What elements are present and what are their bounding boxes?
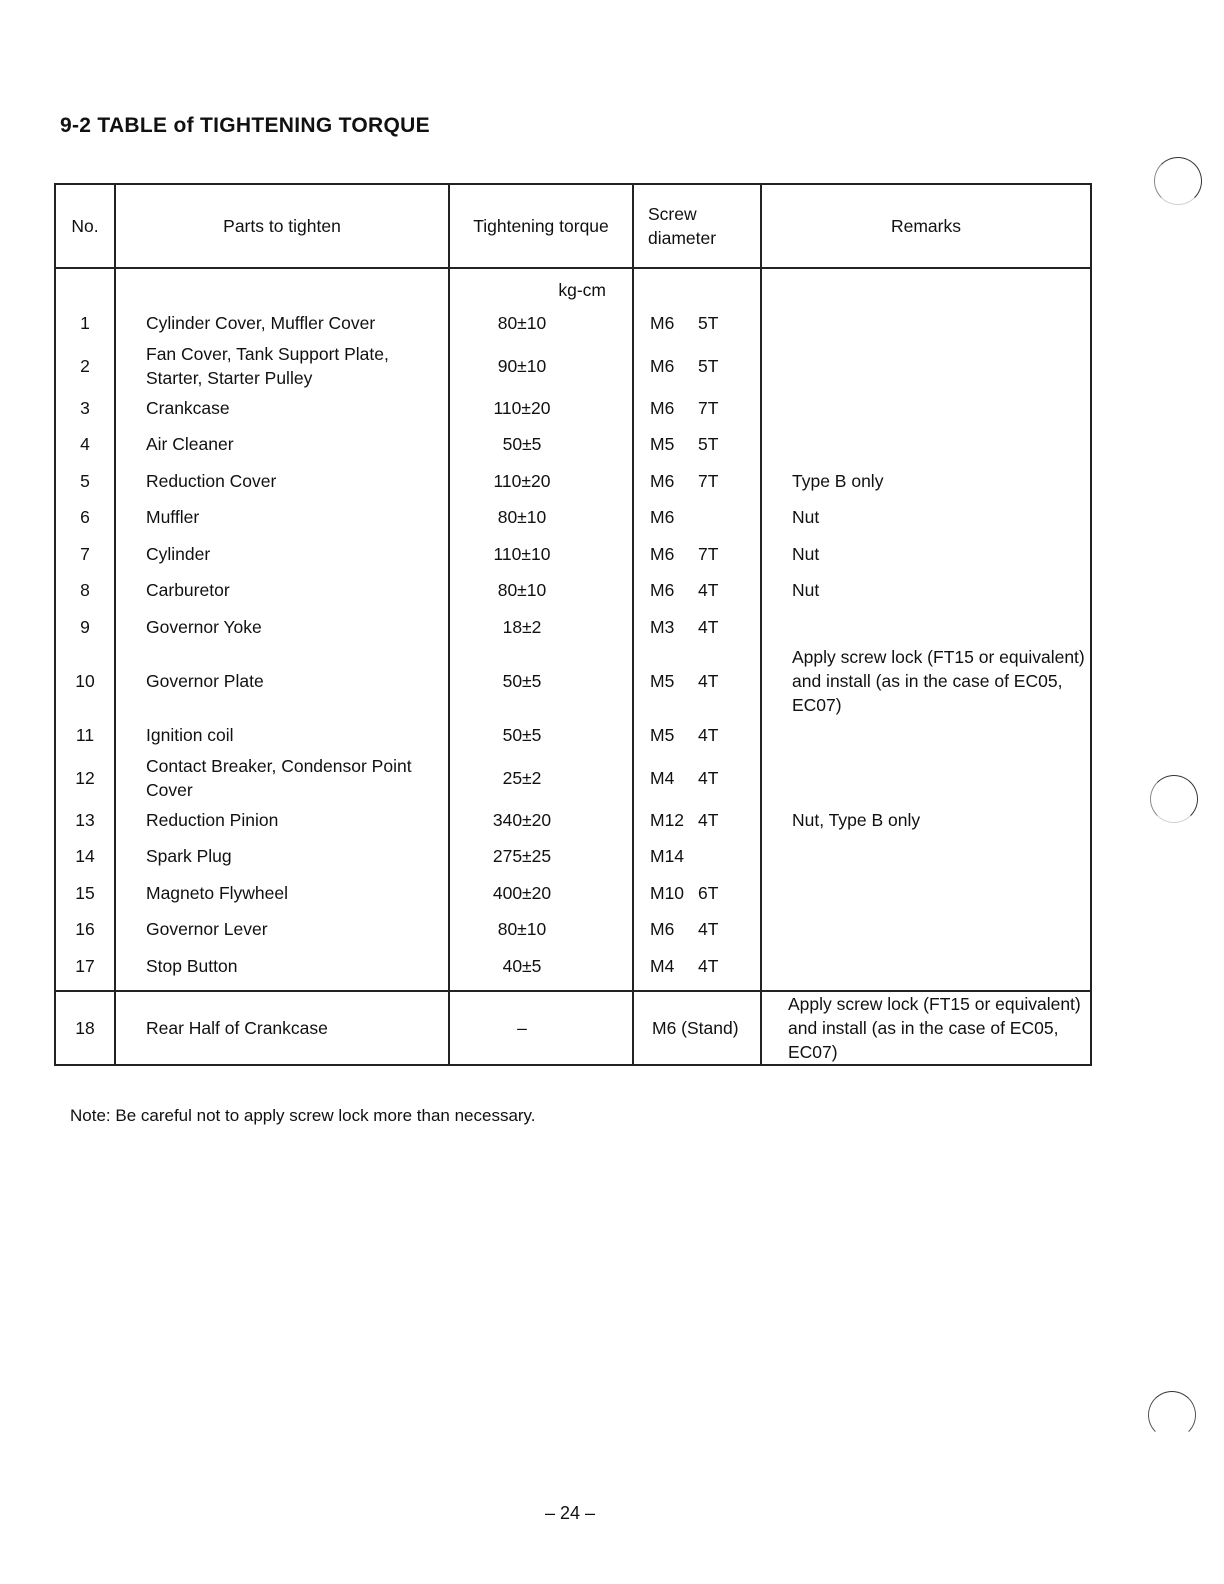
row-screw [633, 463, 761, 500]
row-screw-size: M6 [650, 397, 675, 418]
header-remarks: Remarks [761, 184, 1091, 268]
row-remarks [761, 305, 1091, 342]
row-screw-class: 4T [698, 580, 719, 601]
row-no: 13 [55, 802, 115, 839]
row-screw [633, 342, 761, 390]
table-row [55, 342, 1091, 390]
row-screw [633, 717, 761, 754]
row-screw [633, 754, 761, 802]
row-remarks [761, 426, 1091, 463]
row-screw [633, 499, 761, 536]
row-torque-value: 340±20 [492, 809, 552, 830]
row-part: Governor Lever [115, 911, 449, 948]
row-part: Contact Breaker, Condensor Point Cover [115, 754, 449, 802]
table-row [55, 948, 1091, 992]
row-no: 16 [55, 911, 115, 948]
header-screw-diameter: Screw diameter [633, 184, 761, 268]
row-torque [449, 609, 633, 646]
row-torque [449, 390, 633, 427]
unit-row-no [55, 268, 115, 305]
row-screw-size: M4 [650, 955, 675, 976]
row-torque-value: 50±5 [502, 725, 542, 746]
row-screw-size: M5 [650, 671, 675, 691]
header-torque: Tightening torque [449, 184, 633, 268]
row-remarks [761, 342, 1091, 390]
row-remarks [761, 948, 1091, 992]
row-torque [449, 717, 633, 754]
table-row [55, 463, 1091, 500]
row-remarks [761, 911, 1091, 948]
row-part: Muffler [115, 499, 449, 536]
row-remarks: Nut [761, 536, 1091, 573]
row-screw-size: M4 [650, 767, 675, 788]
row-part: Ignition coil [115, 717, 449, 754]
row-torque-value: 110±20 [493, 397, 551, 418]
row-remarks [761, 390, 1091, 427]
table-row-18 [55, 991, 1091, 1065]
table-row [55, 536, 1091, 573]
row-no: 1 [55, 305, 115, 342]
row-no: 2 [55, 342, 115, 390]
table-row [55, 426, 1091, 463]
table-row [55, 802, 1091, 839]
row-screw-class: 7T [698, 543, 719, 564]
row-screw-class: 4T [698, 919, 719, 940]
row-torque [449, 463, 633, 500]
table-row [55, 911, 1091, 948]
row-no: 8 [55, 572, 115, 609]
row-no: 11 [55, 717, 115, 754]
row-part: Carburetor [115, 572, 449, 609]
row-screw-size: M12 [650, 809, 685, 830]
table-row [55, 572, 1091, 609]
row-screw-class: 7T [698, 397, 719, 418]
row-torque [449, 342, 633, 390]
row-screw [633, 609, 761, 646]
row-remarks [761, 754, 1091, 802]
row-remarks: Apply screw lock (FT15 or equivalent) and install (as in the case of EC05, EC07) [761, 991, 1091, 1065]
row-no: 18 [55, 991, 115, 1065]
row-no: 3 [55, 390, 115, 427]
table-row [55, 717, 1091, 754]
row-part: Spark Plug [115, 838, 449, 875]
row-screw [633, 645, 761, 717]
row-remarks: Nut [761, 572, 1091, 609]
row-part: Cylinder [115, 536, 449, 573]
row-no: 6 [55, 499, 115, 536]
row-screw-class: 5T [698, 313, 719, 334]
row-screw: M6 (Stand) [633, 991, 761, 1065]
row-torque [449, 305, 633, 342]
row-torque-value: 50±5 [502, 434, 542, 455]
row-screw [633, 572, 761, 609]
torque-table [54, 183, 1092, 1066]
row-torque [449, 991, 633, 1065]
row-screw-size: M3 [650, 616, 675, 637]
table-row [55, 609, 1091, 646]
binder-hole-icon [1154, 157, 1202, 205]
row-remarks [761, 875, 1091, 912]
row-remarks [761, 609, 1091, 646]
row-torque-value: 110±20 [493, 470, 551, 491]
row-part: Rear Half of Crankcase [115, 991, 449, 1065]
row-screw-size: M10 [650, 882, 685, 903]
row-torque [449, 499, 633, 536]
row-torque-value: 18±2 [502, 616, 542, 637]
row-no: 14 [55, 838, 115, 875]
row-screw-size: M6 [650, 919, 675, 940]
row-no: 4 [55, 426, 115, 463]
row-screw-class: 5T [698, 434, 719, 455]
row-part: Air Cleaner [115, 426, 449, 463]
row-part: Governor Yoke [115, 609, 449, 646]
row-screw-class: 4T [698, 809, 719, 830]
row-part: Governor Plate [115, 645, 449, 717]
row-remarks: Type B only [761, 463, 1091, 500]
row-torque-value: 25±2 [502, 767, 542, 788]
row-part: Magneto Flywheel [115, 875, 449, 912]
row-remarks: Apply screw lock (FT15 or equivalent) and install (as in the case of EC05, EC07) [761, 645, 1091, 717]
row-no: 10 [55, 645, 115, 717]
binder-hole-icon [1150, 775, 1198, 823]
row-screw-class: 6T [698, 882, 719, 903]
note-text: Note: Be careful not to apply screw lock more than necessary. [70, 1106, 536, 1125]
row-remarks [761, 838, 1091, 875]
row-screw-size: M14 [650, 846, 685, 867]
unit-row-remarks [761, 268, 1091, 305]
table-row [55, 499, 1091, 536]
row-torque-value: – [517, 1018, 527, 1038]
row-screw-size: M5 [650, 434, 675, 455]
row-screw [633, 911, 761, 948]
table-row [55, 305, 1091, 342]
row-screw [633, 305, 761, 342]
row-screw-size: M6 [650, 507, 675, 528]
row-no: 15 [55, 875, 115, 912]
table-row [55, 645, 1091, 717]
row-screw-class: 5T [698, 355, 719, 376]
row-screw-class: 4T [698, 955, 719, 976]
table-row [55, 875, 1091, 912]
table-header-row [55, 184, 1091, 268]
row-part: Cylinder Cover, Muffler Cover [115, 305, 449, 342]
row-screw-size: M6 [650, 543, 675, 564]
row-no: 7 [55, 536, 115, 573]
row-screw [633, 802, 761, 839]
row-screw [633, 426, 761, 463]
row-screw-size: M6 [650, 355, 675, 376]
row-no: 17 [55, 948, 115, 992]
table-row [55, 390, 1091, 427]
row-screw [633, 875, 761, 912]
row-screw-class: 4T [698, 671, 719, 691]
row-torque-value: 80±10 [497, 580, 547, 601]
row-no: 12 [55, 754, 115, 802]
row-torque-value: 275±25 [492, 846, 552, 867]
row-screw [633, 536, 761, 573]
row-torque [449, 536, 633, 573]
row-part: Crankcase [115, 390, 449, 427]
row-part: Fan Cover, Tank Support Plate, Starter, Starter Pulley [115, 342, 449, 390]
row-screw-size: M5 [650, 725, 675, 746]
row-remarks: Nut, Type B only [761, 802, 1091, 839]
row-torque [449, 645, 633, 717]
row-screw-size: M6 [650, 313, 675, 334]
unit-row [55, 268, 1091, 305]
row-torque-value: 400±20 [492, 882, 552, 903]
row-no: 9 [55, 609, 115, 646]
row-torque-value: 50±5 [502, 671, 542, 691]
row-screw [633, 390, 761, 427]
row-torque-value: 90±10 [497, 355, 547, 376]
row-part: Reduction Cover [115, 463, 449, 500]
row-screw-size: M6 [650, 470, 675, 491]
row-part: Reduction Pinion [115, 802, 449, 839]
row-screw-class: 4T [698, 767, 719, 788]
row-torque [449, 911, 633, 948]
page-number: – 24 – [544, 1503, 596, 1523]
row-screw-class: 4T [698, 725, 719, 746]
row-part: Stop Button [115, 948, 449, 992]
page-title: 9-2 TABLE of TIGHTENING TORQUE [60, 114, 430, 137]
table-row [55, 754, 1091, 802]
unit-row-torque [449, 268, 633, 305]
row-screw [633, 838, 761, 875]
row-torque [449, 802, 633, 839]
row-torque [449, 875, 633, 912]
unit-row-part [115, 268, 449, 305]
row-torque-value: 80±10 [497, 507, 547, 528]
header-no: No. [55, 184, 115, 268]
row-no: 5 [55, 463, 115, 500]
row-screw-class: 4T [698, 616, 719, 637]
row-torque-value: 80±10 [497, 919, 547, 940]
row-screw-class: 7T [698, 470, 719, 491]
header-parts: Parts to tighten [115, 184, 449, 268]
torque-unit: kg-cm [558, 280, 606, 300]
row-torque [449, 426, 633, 463]
binder-hole-icon [1148, 1391, 1196, 1439]
row-remarks [761, 717, 1091, 754]
table-row [55, 838, 1091, 875]
row-torque [449, 572, 633, 609]
row-remarks: Nut [761, 499, 1091, 536]
row-torque-value: 80±10 [497, 313, 547, 334]
row-torque [449, 948, 633, 992]
row-torque [449, 838, 633, 875]
unit-row-screw [633, 268, 761, 305]
row-screw-size: M6 [650, 580, 675, 601]
row-torque-value: 110±10 [493, 543, 551, 564]
row-torque [449, 754, 633, 802]
row-torque-value: 40±5 [502, 955, 542, 976]
row-screw [633, 948, 761, 992]
